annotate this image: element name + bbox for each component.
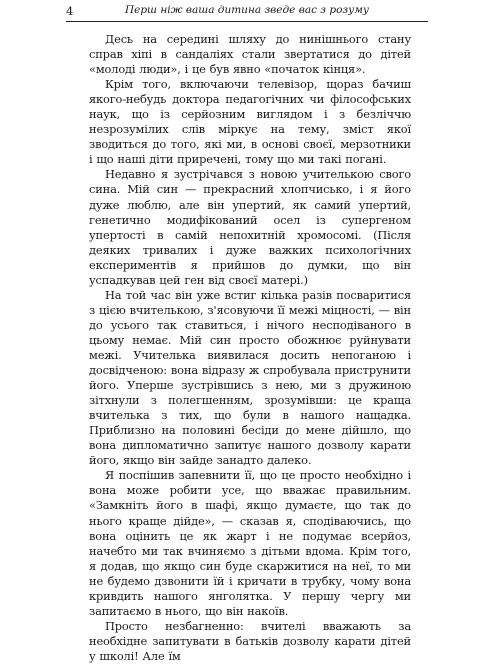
paragraph: Недавно я зустрічався з новою учителькою свого сина. Мій син — прекрасний хлопчисько, і я його дуже люблю, але він упертий, як самий упертий, генетично модифікований осел із супергеном упертості в самій непохитній хромосомі. (Після деяких тривалих і дуже важких психологічних експериментів я прийшов до думки, що він успадкував цей ген від своєї матері.) xyxy=(89,167,411,287)
paragraph: Десь на середині шляху до нинішнього стану справ хіпі в сандаліях стали звертатися до дітей «молоді люди», і це був явно «початок кінця». xyxy=(89,32,411,77)
running-header xyxy=(66,3,428,22)
paragraph: Я поспішив запевнити її, що це просто необхідно і вона може робити усе, що вважає правильним. «Замкніть його в шафі, якщо думаєте, що так до нього краще дійде», — сказав я, сподіваючись, що вона оцінить це як жарт і не подумає всерйоз, начебто ми так вчиняємо з дітьми вдома. Крім того, я додав, що якщо син буде скаржитися на неї, то ми не будемо дзвонити їй і кричати в трубку, чому вона кривдить нашого янголятка. У першу чергу ми запитаємо в нього, що він накоїв. xyxy=(89,468,411,618)
paragraph: На той час він уже встиг кілька разів посваритися з цією вчителькою, з'ясовуючи її межі міцності, — він до усього так ставиться, і нічого несподіваного в цьому немає. Мій син просто обожнює руйнувати межі. Учителька виявилася досить непоганою і досвідченою: вона відразу ж спробувала приструнити його. Уперше зустрівшись з нею, ми з дружиною зітхнули з полегшенням, зрозумівши: це краща вчителька з тих, що були в нашого нащадка. Приблизно на половині бесіди до мене дійшло, що вона дипломатично запитує нашого дозволу карати його, якщо він зайде занадто далеко. xyxy=(89,287,411,468)
paragraph: Просто незбагненно: вчителі вважають за необхідне запитувати в батьків дозволу карати дітей у школі! Але їм xyxy=(89,618,411,663)
paragraph: Крім того, включаючи телевізор, щораз бачиш якого-небудь доктора педагогічних чи філософських наук, що із серйозним виглядом і з безліччю незрозумілих слів міркує на тему, зміст якої зводиться до того, які ми, в основі своєї, мерзотники і що наші діти приречені, тому що ми такі погані. xyxy=(89,77,411,167)
running-title: Перш ніж ваша дитина зведе вас з розуму xyxy=(124,4,370,16)
page-number: 4 xyxy=(66,4,74,18)
body-text xyxy=(89,32,411,664)
